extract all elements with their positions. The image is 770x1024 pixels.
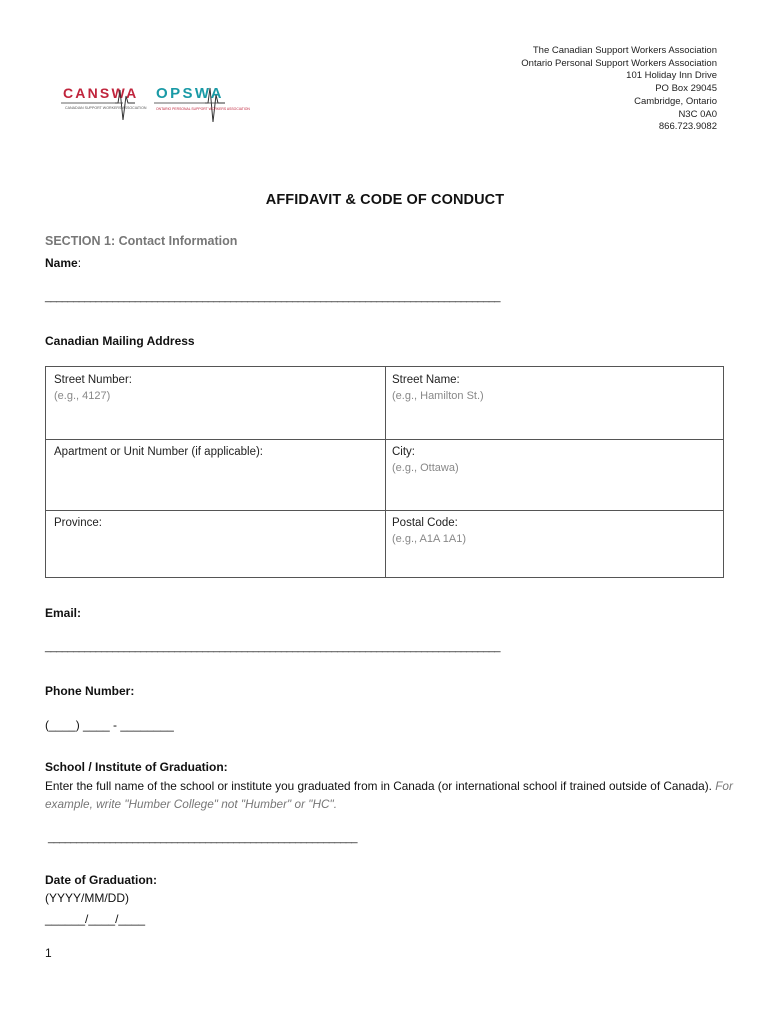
address-line: 866.723.9082 [658, 121, 717, 133]
address-line: PO Box 29045 [655, 83, 717, 95]
school-description [45, 777, 735, 813]
phone-label: Phone Number: [45, 684, 135, 698]
apartment-cell[interactable] [54, 446, 263, 458]
name-label-text: Name [45, 256, 78, 270]
street-name-cell[interactable] [392, 374, 484, 402]
address-line: Cambridge, Ontario [634, 95, 717, 107]
phone-input-format[interactable]: (____) ____ - ________ [45, 718, 174, 732]
street-number-cell[interactable] [54, 374, 132, 402]
school-label: School / Institute of Graduation: [45, 760, 228, 774]
email-input-line[interactable]: _________________________________________________________________________________ [45, 641, 501, 653]
street-number-label: Street Number: [54, 374, 132, 386]
address-line: 101 Holiday Inn Drive [626, 70, 717, 82]
province-label: Province: [54, 517, 102, 529]
opswa-logo-text: OPSWA [156, 85, 224, 102]
canswa-logo-subtitle: CANADIAN SUPPORT WORKERS ASSOCIATION [65, 106, 147, 110]
school-example-text: For example, write "Humber College" not "Humber" or "HC". [45, 779, 733, 811]
page-title: AFFIDAVIT & CODE OF CONDUCT [265, 192, 505, 208]
city-label: City: [392, 446, 415, 458]
address-line: The Canadian Support Workers Association [532, 45, 717, 56]
postal-code-label: Postal Code: [392, 517, 458, 529]
province-cell[interactable] [54, 517, 102, 529]
name-label [45, 256, 81, 270]
canswa-opswa-logo [55, 80, 250, 125]
city-cell[interactable] [392, 446, 459, 474]
graduation-date-label: Date of Graduation: [45, 873, 158, 887]
address-line: N3C 0A0 [678, 108, 717, 120]
street-name-label: Street Name: [392, 374, 460, 386]
name-label-colon: : [77, 256, 82, 270]
name-input-line[interactable]: _________________________________________________________________________________ [45, 291, 501, 303]
street-number-example: (e.g., 4127) [54, 390, 111, 402]
opswa-logo-subtitle: ONTARIO PERSONAL SUPPORT WORKERS ASSOCIATION [156, 107, 250, 111]
school-description-text: Enter the full name of the school or institute you graduated from in Canada (or international school if trained outside of Canada). [45, 779, 712, 793]
street-name-example: (e.g., Hamilton St.) [392, 390, 484, 402]
email-label: Email: [45, 606, 82, 620]
city-example: (e.g., Ottawa) [392, 462, 459, 474]
mailing-address-heading: Canadian Mailing Address [45, 334, 195, 348]
canswa-logo-text: CANSWA [63, 85, 139, 101]
page-number: 1 [45, 946, 52, 960]
association-logos [55, 80, 250, 125]
section-heading: SECTION 1: Contact Information [45, 234, 238, 248]
graduation-date-input-format[interactable]: ______/____/____ [45, 912, 146, 926]
postal-code-cell[interactable] [392, 517, 466, 545]
address-line: Ontario Personal Support Workers Association [521, 57, 717, 69]
postal-code-example: (e.g., A1A 1A1) [392, 533, 466, 545]
address-table [45, 366, 724, 578]
organization-address [521, 45, 717, 134]
apartment-label: Apartment or Unit Number (if applicable): [54, 446, 263, 458]
school-input-line[interactable]: _______________________________________________________ [48, 832, 357, 844]
graduation-date-hint: (YYYY/MM/DD) [45, 891, 129, 905]
